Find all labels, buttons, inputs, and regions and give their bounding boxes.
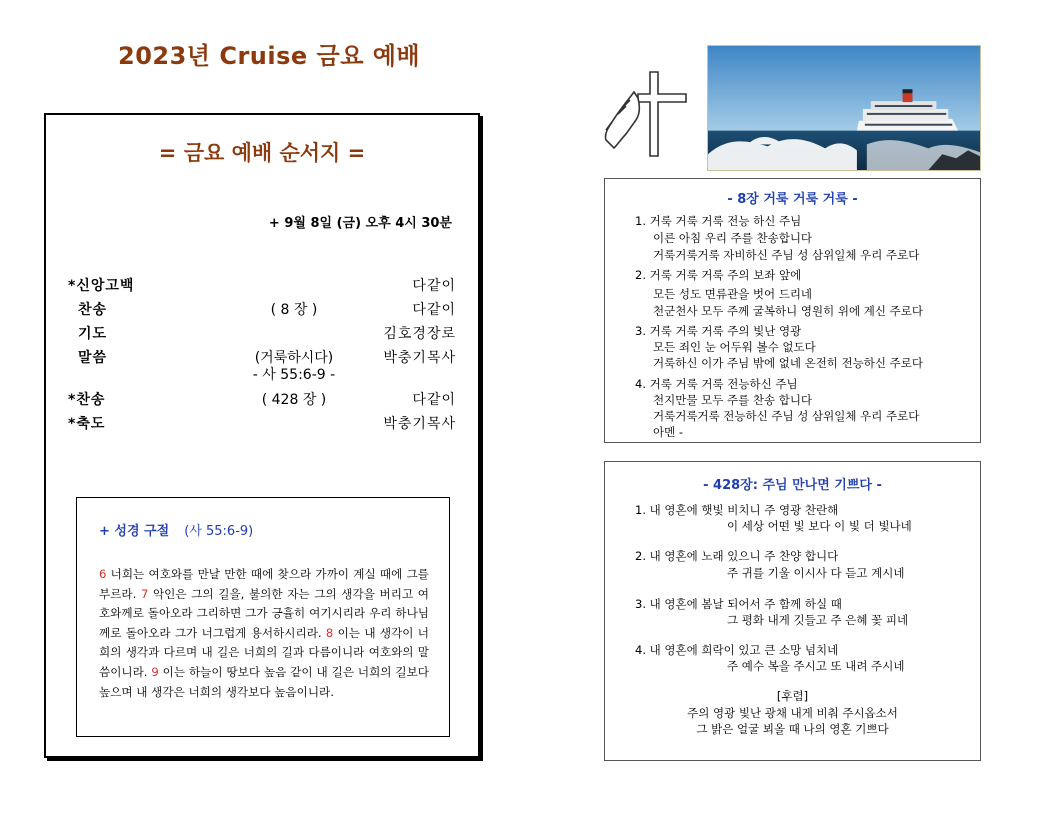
hymn-refrain-label: [후렴] [776, 689, 809, 703]
verse-number: 6 [99, 567, 107, 581]
scripture-box [76, 497, 450, 737]
scripture-reference: (사 55:6-9) [184, 524, 254, 539]
order-item-reference: - 사 55:6-9 - [252, 367, 336, 383]
hymn-line: 4. 거룩 거룩 거룩 전능하신 주님 [635, 377, 798, 391]
hymn-8-box [604, 178, 981, 443]
order-item [46, 413, 478, 435]
order-of-service-box [44, 113, 480, 758]
order-item-label: 기도 [78, 326, 108, 342]
praying-hands-icon [605, 92, 639, 148]
verse-text: 이는 내 생각이 너희의 생각과 다르며 내 길은 너희의 길과 다름이니라 여호와의 말씀이니라. [99, 625, 429, 679]
hymn-line: 천지만물 모두 주를 찬송 합니다 [653, 393, 813, 407]
order-item-detail: (거룩하시다) [254, 350, 334, 366]
hymn-line: 2. 거룩 거룩 거룩 주의 보좌 앞에 [635, 268, 802, 282]
hymn-428-box [604, 461, 981, 761]
order-item-leader: 다같이 [412, 302, 456, 318]
order-item-label: *축도 [68, 416, 106, 432]
order-item-leader: 김호경장로 [383, 326, 456, 342]
service-date: + 9월 8일 (금) 오후 4시 30분 [268, 216, 452, 231]
verse-number: 9 [151, 664, 159, 679]
verse-text: 악인은 그의 길을, 불의한 자는 그의 생각을 버리고 여호와께로 돌아오라 그리하면 그가 긍휼히 여기시리라 우리 하나님께로 돌아오라 그가 너그럽게 용서하시리라. [99, 586, 429, 640]
hymn-line: 이 세상 어떤 빛 보다 이 빛 더 빛나네 [727, 519, 912, 533]
hymn-line: 주 귀를 기울 이시사 다 듣고 계시네 [727, 566, 905, 580]
hymn-title: - 428장: 주님 만나면 기쁘다 - [703, 478, 882, 493]
scripture-label: + 성경 구절 [99, 524, 170, 539]
hymn-line: 이른 아침 우리 주를 찬송합니다 [653, 231, 813, 245]
hymn-line: 거룩하신 이가 주님 밖에 없네 온전히 전능하신 주로다 [653, 356, 923, 370]
hymn-line: 아멘 - [653, 425, 684, 439]
order-item [46, 299, 478, 321]
hymn-line: 거룩거룩거룩 자비하신 주님 성 삼위일체 우리 주로다 [653, 248, 920, 262]
verse-number: 7 [140, 586, 149, 601]
order-item [46, 275, 478, 297]
order-item-leader: 다같이 [412, 278, 456, 294]
praying-hands-cross-icon [600, 66, 692, 158]
order-item-label: 찬송 [78, 302, 108, 318]
scripture-heading [99, 520, 253, 539]
hymn-line: 3. 내 영혼에 봄날 되어서 주 함께 하실 때 [635, 597, 842, 611]
hymn-line: 4. 내 영혼에 희락이 있고 큰 소망 넘치네 [635, 643, 839, 657]
hymn-line: 천군천사 모두 주께 굴복하니 영원히 위에 계신 주로다 [653, 304, 923, 318]
hymn-title: - 8장 거룩 거룩 거룩 - [727, 192, 858, 207]
order-item-label: *신앙고백 [68, 278, 135, 294]
order-item-label: *찬송 [68, 392, 106, 408]
hymn-line: 1. 내 영혼에 햇빛 비치니 주 영광 찬란해 [635, 503, 839, 517]
page-title: 2023년 Cruise 금요 예배 [118, 42, 421, 70]
hymn-line: 그 평화 내게 깃들고 주 은혜 꽃 피네 [727, 613, 909, 627]
order-item-label: 말씀 [78, 350, 108, 366]
order-heading: = 금요 예배 순서지 = [158, 141, 366, 165]
cross-icon [638, 72, 686, 156]
hymn-line: 주의 영광 빛난 광채 내게 비춰 주시옵소서 [687, 706, 898, 720]
hymn-line: 3. 거룩 거룩 거룩 주의 빛난 영광 [635, 324, 802, 338]
order-item-leader: 박충기목사 [383, 350, 456, 366]
scripture-text [99, 565, 429, 702]
verse-text: 이는 하늘이 땅보다 높음 같이 내 길은 너희의 길보다 높으며 내 생각은 너희의 생각보다 높음이니라. [99, 664, 429, 699]
hymn-line: 거룩거룩거룩 전능하신 주님 성 삼위일체 우리 주로다 [653, 409, 920, 423]
hymn-line: 그 밝은 얼굴 뵈올 때 나의 영혼 기쁘다 [696, 722, 889, 736]
order-item-leader: 다같이 [412, 392, 456, 408]
hymn-line: 모든 죄인 눈 어두워 볼수 없도다 [653, 340, 816, 354]
verse-number: 8 [325, 625, 334, 640]
cruise-ship-photo [707, 45, 981, 171]
hymn-line: 1. 거룩 거룩 거룩 전능 하신 주님 [635, 214, 802, 228]
order-item-detail: ( 428 장 ) [261, 392, 327, 408]
order-item-detail: ( 8 장 ) [270, 302, 318, 318]
verse-text: 너희는 여호와를 만날 만한 때에 찾으라 가까이 계실 때에 그를 부르라. [99, 567, 429, 601]
order-item-leader: 박충기목사 [383, 416, 456, 432]
order-item [46, 347, 478, 383]
hymn-line: 2. 내 영혼에 노래 있으니 주 찬양 합니다 [635, 549, 839, 563]
hymn-line: 모든 성도 면류관을 벗어 드리네 [653, 287, 813, 301]
order-item [46, 323, 478, 345]
hymn-line: 주 예수 복을 주시고 또 내려 주시네 [727, 659, 905, 673]
order-item [46, 389, 478, 411]
